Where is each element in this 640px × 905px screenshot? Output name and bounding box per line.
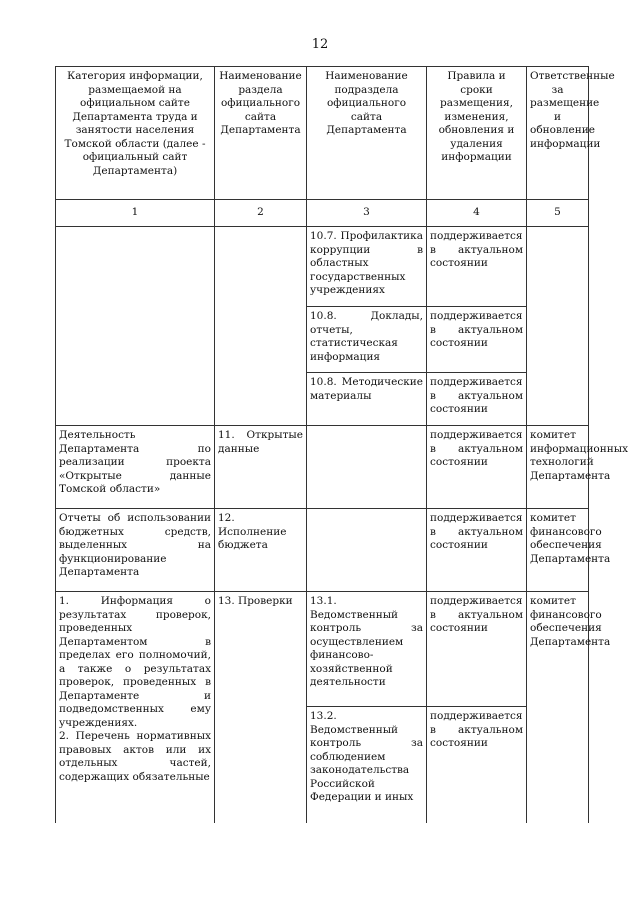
rules-cell: поддерживается в актуальном состоянии (427, 426, 527, 509)
info-table (55, 66, 629, 823)
responsible-cell: комитет финансового обеспечения Департамента (527, 592, 589, 824)
category-cell: Деятельность Департамента по реализации проекта «Открытые данные Томской области» (56, 426, 215, 509)
column-number: 4 (427, 200, 527, 227)
column-number: 2 (215, 200, 307, 227)
rules-cell: поддерживается в актуальном состоянии (427, 227, 527, 307)
subsection-cell: 10.8. Методические материалы (307, 373, 427, 426)
responsible-cell (527, 227, 589, 426)
subsection-cell: 10.7. Профилактика коррупции в областных государственных учреждениях (307, 227, 427, 307)
table-row (56, 592, 589, 707)
section-cell: 12. Исполнение бюджета (215, 509, 307, 592)
header-responsible: Ответственные за размещение и обновление информации (527, 67, 589, 200)
subsection-cell (307, 426, 427, 509)
rules-cell: поддерживается в актуальном состоянии (427, 592, 527, 707)
header-row (56, 67, 589, 200)
category-cell: 1. Информация о результатах проверок, проведенных Департаментом в пределах его полномочий, а также о результатах проверок, проведенных в Департаменте и подведомственных ему учреждениях. 2. Перечень нормативных правовых актов или их отдельных частей, содержащих обязательные (56, 592, 215, 824)
header-subsection: Наименование подраздела официального сайта Департамента (307, 67, 427, 200)
table-row (56, 426, 589, 509)
column-number-row (56, 200, 589, 227)
header-category: Категория информации, размещаемой на официальном сайте Департамента труда и занятости населения Томской области (далее - официальный сайт Департамента) (56, 67, 215, 200)
header-section: Наименование раздела официального сайта Департамента (215, 67, 307, 200)
responsible-cell: комитет финансового обеспечения Департамента (527, 509, 589, 592)
rules-cell: поддерживается в актуальном состоянии (427, 707, 527, 824)
table-row (56, 509, 589, 592)
section-cell: 11. Открытые данные (215, 426, 307, 509)
subsection-cell (307, 509, 427, 592)
page-number: 12 (311, 37, 329, 52)
column-number: 3 (307, 200, 427, 227)
table-row (56, 227, 589, 307)
section-cell (215, 227, 307, 426)
rules-cell: поддерживается в актуальном состоянии (427, 373, 527, 426)
responsible-cell: комитет информационных технологий Департамента (527, 426, 589, 509)
column-number: 5 (527, 200, 589, 227)
section-cell: 13. Проверки (215, 592, 307, 824)
rules-cell: поддерживается в актуальном состоянии (427, 307, 527, 373)
rules-cell: поддерживается в актуальном состоянии (427, 509, 527, 592)
column-number: 1 (56, 200, 215, 227)
subsection-cell: 10.8. Доклады, отчеты, статистическая информация (307, 307, 427, 373)
subsection-cell: 13.1. Ведомственный контроль за осуществлением финансово-хозяйственной деятельности (307, 592, 427, 707)
category-cell: Отчеты об использовании бюджетных средств, выделенных на функционирование Департамента (56, 509, 215, 592)
subsection-cell: 13.2. Ведомственный контроль за соблюдением законодательства Российской Федерации и иных (307, 707, 427, 824)
category-cell (56, 227, 215, 426)
header-rules: Правила и сроки размещения, изменения, обновления и удаления информации (427, 67, 527, 200)
